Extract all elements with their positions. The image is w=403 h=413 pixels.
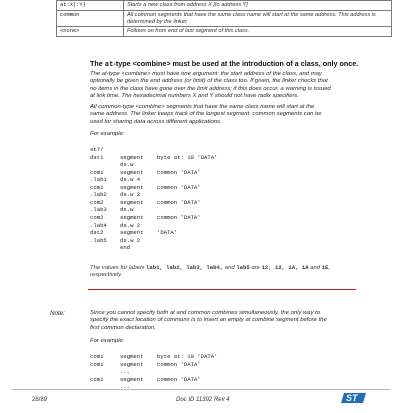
values-text: , bbox=[328, 265, 331, 271]
code-token: 'DATA' bbox=[157, 229, 178, 237]
paragraph-at-type bbox=[90, 71, 390, 101]
paragraph-line: first common declaration. bbox=[90, 324, 156, 331]
code-token: com2 bbox=[90, 213, 104, 221]
st-logo-icon bbox=[341, 392, 367, 404]
table-cell-desc: All common segments that have the same class name will start at the same address. This address is determined by the linker. bbox=[124, 10, 392, 27]
code-token: ... bbox=[120, 368, 131, 376]
code-token: common 'DATA' bbox=[157, 198, 201, 206]
paragraph-line: no items in the class have gone over the limit address; if this does occur, a warning is issued bbox=[90, 85, 331, 92]
code-token: .lab5 bbox=[90, 236, 107, 244]
table-row bbox=[57, 10, 392, 27]
example-label: For example: bbox=[90, 338, 125, 344]
paragraph-line: optionally be given the end address (or limit) of the class too. If given, the linker checks that bbox=[90, 78, 328, 85]
values-labels: lab1, lab2, lab3, lab4, bbox=[146, 264, 224, 271]
paragraph-line: used for sharing data across different applications. bbox=[90, 118, 222, 125]
code-token: ds.w 2 bbox=[120, 236, 141, 244]
code-token: segment bbox=[120, 198, 144, 206]
values-numbers: 1E bbox=[321, 264, 329, 271]
code-token: ds.w 2 bbox=[120, 191, 141, 199]
code-token: .lab3 bbox=[90, 206, 107, 214]
code-token: segment bbox=[120, 153, 144, 161]
heading-code: at bbox=[104, 61, 114, 69]
values-text: and bbox=[223, 265, 237, 271]
table-cell-desc: Starts a new class from address X [to address Y] bbox=[124, 1, 392, 11]
code-token: end bbox=[120, 244, 131, 252]
paragraph-line: The at-type <combine> must have one argument: the start address of the class, and may bbox=[90, 71, 322, 77]
code-token: .lab1 bbox=[90, 176, 107, 184]
code-token: ds.w 4 bbox=[120, 176, 141, 184]
values-paragraph bbox=[90, 264, 390, 280]
note-label: Note: bbox=[50, 310, 65, 317]
code-token: com2 bbox=[90, 198, 104, 206]
example-label: For example: bbox=[90, 131, 125, 137]
code-token: common 'DATA' bbox=[157, 168, 201, 176]
values-numbers: 12, 12, 1A, 1A bbox=[261, 264, 309, 271]
note-paragraph bbox=[90, 310, 390, 332]
code-token: ds.w 2 bbox=[120, 221, 141, 229]
code-token: byte at: 10 'DATA' bbox=[157, 153, 218, 161]
code-token: common 'DATA' bbox=[157, 213, 201, 221]
table-cell-desc: Follows on from end of last segment of this class. bbox=[124, 27, 392, 37]
code-token: segment bbox=[120, 183, 144, 191]
code-token: common 'DATA' bbox=[157, 360, 201, 368]
code-token: segment bbox=[120, 213, 144, 221]
code-token: dat2 bbox=[90, 229, 104, 237]
code-token: byte at: 10 'DATA' bbox=[157, 353, 218, 360]
code-token: segment bbox=[120, 168, 144, 176]
code-token: st7/ bbox=[90, 146, 104, 153]
values-text: The values for labels bbox=[90, 265, 146, 271]
code-token: segment bbox=[120, 375, 144, 383]
combine-table bbox=[56, 0, 392, 37]
heading-pre: The bbox=[90, 59, 105, 68]
values-text: and bbox=[308, 265, 322, 271]
table-row bbox=[57, 27, 392, 37]
doc-id: Doc ID 11392 Rev 4 bbox=[176, 397, 230, 403]
svg-text:ST: ST bbox=[346, 393, 358, 404]
section-heading bbox=[90, 59, 358, 69]
code-token: ... bbox=[120, 383, 131, 391]
code-token: com1 bbox=[90, 183, 104, 191]
values-line-1 bbox=[90, 264, 390, 272]
heading-post: -type <combine> must be used at the introduction of a class, only once. bbox=[113, 59, 359, 68]
code-token: common 'DATA' bbox=[157, 375, 201, 383]
code-token: com1 bbox=[90, 360, 104, 368]
table-row bbox=[57, 1, 392, 11]
code-token: dat1 bbox=[90, 153, 104, 161]
table-cell-code: <none> bbox=[57, 27, 124, 37]
values-text: are bbox=[249, 265, 262, 271]
code-token: segment bbox=[120, 360, 144, 368]
code-token: com1 bbox=[90, 353, 104, 360]
footer-divider bbox=[12, 389, 390, 390]
values-line-2: respectively. bbox=[90, 272, 123, 279]
paragraph-line: same address. The linker keeps track of the longest segment. common segments can be bbox=[90, 111, 322, 118]
code-token: ds.w bbox=[120, 206, 134, 214]
values-labels: lab5 bbox=[236, 264, 250, 271]
paragraph-line: specify the exact location of commons is to insert an empty at combine segment before the bbox=[90, 317, 327, 324]
code-token: segment bbox=[120, 353, 144, 360]
table-cell-code: at:X(:Y) bbox=[57, 1, 124, 11]
page-number: 28/89 bbox=[32, 397, 48, 403]
paragraph-line: All common-type <combine> segments that have the same class name will start at the bbox=[90, 104, 315, 110]
code-token: common 'DATA' bbox=[157, 183, 201, 191]
highlight-underline bbox=[88, 289, 356, 290]
paragraph-line: Since you cannot specify both at and common combines simultaneously, the only way to bbox=[90, 310, 321, 316]
code-token: .lab4 bbox=[90, 221, 107, 229]
paragraph-line: at link time. The hexadecimal numbers X and Y should not have radix specifiers. bbox=[90, 93, 300, 100]
table-cell-code: common bbox=[57, 10, 124, 27]
code-token: segment bbox=[120, 229, 144, 237]
paragraph-common-type bbox=[90, 104, 390, 126]
code-token: com1 bbox=[90, 168, 104, 176]
code-token: ds.w bbox=[120, 161, 134, 169]
code-token: .lab2 bbox=[90, 191, 107, 199]
code-token: com1 bbox=[90, 375, 104, 383]
